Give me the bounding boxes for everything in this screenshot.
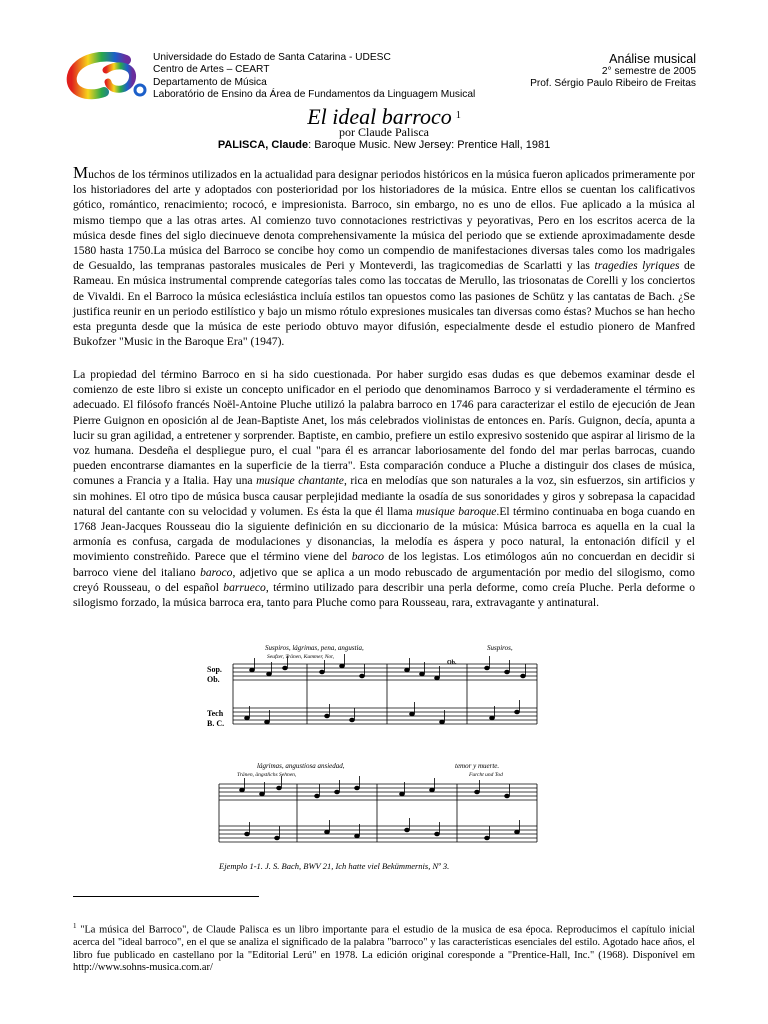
paragraph-2 xyxy=(73,367,695,610)
score-label: Ob. xyxy=(447,660,457,666)
text-run: , rica en melodías que son naturales a la voz, sin esfuerzos, sin artificios y sin mohines. El otro tipo de música busca causar perplejidad mediante la osadía de sus sonoridades y giros y sobrepasa la capacidad natural del cantante con su velocidad y volumen. Es ésta la que él llama xyxy=(73,474,695,518)
score-lyrics: temor y muerte. xyxy=(455,762,500,770)
score-label: B. C. xyxy=(207,719,225,728)
score-lyrics: Suspiros, xyxy=(487,644,513,652)
italic-run: tragedies lyriques xyxy=(594,259,680,273)
text-run: , término utilizado para describir una perla deforme, como creía Pluche. Perla deforme o silogismo forzado, la música barroca era, tanto para Pluche como para Rousseau, rara, extravagante y antinatural. xyxy=(73,580,696,610)
header-course xyxy=(530,52,696,91)
score-lyrics: Tränen, ängstlichs Sehnen, xyxy=(237,772,297,778)
institution-line: Centro de Artes – CEART xyxy=(153,64,270,76)
score-lyrics: Seufzer, Tränen, Kummer, Not, xyxy=(267,654,335,660)
footnote-rule xyxy=(73,896,259,897)
italic-run: barrueco xyxy=(223,580,266,594)
byline: por Claude Palisca xyxy=(339,125,429,139)
text-run: de los legistas. Los etimólogos aún no concuerdan en decidir si barroco viene del italiano xyxy=(73,550,695,579)
dropcap: M xyxy=(73,163,89,182)
score-label: Tech xyxy=(207,709,224,718)
score-label: Sop. xyxy=(207,665,222,674)
score-lyrics: lágrimas, angustiosa ansiedad, xyxy=(257,762,345,770)
page-title: El ideal barroco xyxy=(307,104,452,129)
score-caption: Ejemplo 1-1. J. S. Bach, BWV 21, Ich hatte viel Bekümmernis, Nº 3. xyxy=(219,861,450,871)
score-label: Ob. xyxy=(207,675,220,684)
professor: Prof. Sérgio Paulo Ribeiro de Freitas xyxy=(530,78,696,90)
header-institution xyxy=(153,52,475,102)
italic-run: musique chantante xyxy=(256,474,344,488)
reference xyxy=(0,139,768,151)
text-run: La propiedad del término Barroco en si ha sido cuestionada. Por haber surgido esas dudas es que debemos examinar desde el comienzo de este libro si existe un concepto unificador en el periodo que denominamos Barroco y si verdaderamente el término es adecuado. El filósofo francés Noël-Antoine Pluche utilizó la palabra barroco en 1746 para caracterizar el estilo de ejecución de Jean Pierre Guignon en oposición al de Jean-Baptiste Anet, los más celebrados violinistas de entonces en. París. Guignon, decía, apunta a lucir su gran agilidad, a entretener y sorprender. Baptiste, en cambio, prefiere un estilo expresivo sostenido que aspirar al lirismo de la voz humana. Desdeña el despliegue puro, el cual "para él es arrancar laboriosamente del fondo del mar perlas barrocas, cuando pueden encontrarse diamantes en la superficie de la tierra". Esta comparación conduce a Pluche a distinguir dos clases de música, comunes a Francia y a Italia. Hay una xyxy=(73,368,695,488)
text-run: de Rameau. En música instrumental comprende categorías tales como las toccatas de Merullo, las triosonatas de Corelli y los conciertos de Vivaldi. En el Barroco la música eclesiástica incluía estilos tan opuestos como las pasiones de Schütz y las cantatas de Bach. ¿Se justifica reunir en un periodo estilístico y bajo un mismo rótulo expresiones musicales tan diversas como éstas? Muchos se han hecho esta pregunta desde que la música de este periodo obtuvo mayor difusión, especialmente desde el estudio pionero de Manfred Bukofzer "Music in the Baroque Era" (1947). xyxy=(73,259,696,349)
institution-line: Universidade do Estado de Santa Catarina - UDESC xyxy=(153,52,391,63)
udesc-logo xyxy=(66,52,150,102)
text-run: uchos de los términos utilizados en la actualidad para designar periodos históricos en la música fueron aplicados primeramente por los historiadores del arte y adoptados con posterioridad por los historiadores de la música. Entre ellos se cuentan los calificativos gótico, romántico, renacimiento; rococó, e impresionista. Barroco, sin embargo, no es uno de ellos. Fue aplicado a la música al mismo tiempo que a las otras artes. Al comienzo tuvo connotaciones restrictivas y peyorativas, Pero en los escritos acerca de la música desde fines del siglo diecinueve denota comprehensivamente la música del periodo que se extiende aproximadamente desde 1580 hasta 1750.La música del Barroco se concibe hoy como un compendio de manifestaciones diversas tales como los madrigales de Gesualdo, las tempranas pastorales musicales de Peri y Monteverdi, las tragicomedias de Scarlatti y las xyxy=(73,168,695,273)
footnote xyxy=(73,920,695,975)
semester: 2° semestre de 2005 xyxy=(601,66,696,77)
italic-run: musique baroque xyxy=(416,504,497,518)
score-lyrics: Suspiros, lágrimas, pena, angustia, xyxy=(265,644,364,652)
footnote-mark: 1 xyxy=(455,109,461,121)
course-name: Análise musical xyxy=(609,52,696,66)
italic-run: baroco xyxy=(351,550,385,564)
institution-line: Laboratório de Ensino da Área de Fundamentos da Linguagem Musical xyxy=(153,89,476,101)
text-run: .El término continuaba en boga cuando en 1768 Jean-Jacques Rousseau dio la siguiente definición en su diccionario de la música: Música barroca es aquella en la cual la armonía es confusa, cargada de modulaciones y disonancias, la melodía es áspera y poco natural, la entonación difícil y el movimiento constreñido. Parece que el término viene del xyxy=(73,504,695,564)
text-run: , adjetivo que se aplica a un modo rebuscado de argumentación por medio del silogismo, como creyó Rousseau, o del español xyxy=(73,565,695,594)
institution-line: Departamento de Música xyxy=(153,76,267,88)
footnote-text: "La música del Barroco", de Claude Palisca es un libro importante para el estudio de la musica de esa época. Reproducimos el capítulo inicial acerca del "ideal barroco", en el que se analiza el significado de la palabra "barroco" y las características esenciales del estilo. Agotado hace años, el libro fue publicado en castellano por la "Editorial Lerú" en 1978. La edición original coresponde a "Prentice-Hall, Inc." (1968). Disponível em http://www.sohns-musica.com.ar/ xyxy=(73,924,695,974)
score-lyrics: Furcht und Tod xyxy=(469,772,503,778)
music-score xyxy=(207,638,552,874)
footnote-number: 1 xyxy=(73,922,77,930)
paragraph-1 xyxy=(73,165,695,349)
reference-author: PALISCA, Claude xyxy=(217,139,309,151)
reference-text: : Baroque Music. New Jersey: Prentice Hall, 1981 xyxy=(308,139,551,151)
italic-run: baroco xyxy=(200,565,233,579)
